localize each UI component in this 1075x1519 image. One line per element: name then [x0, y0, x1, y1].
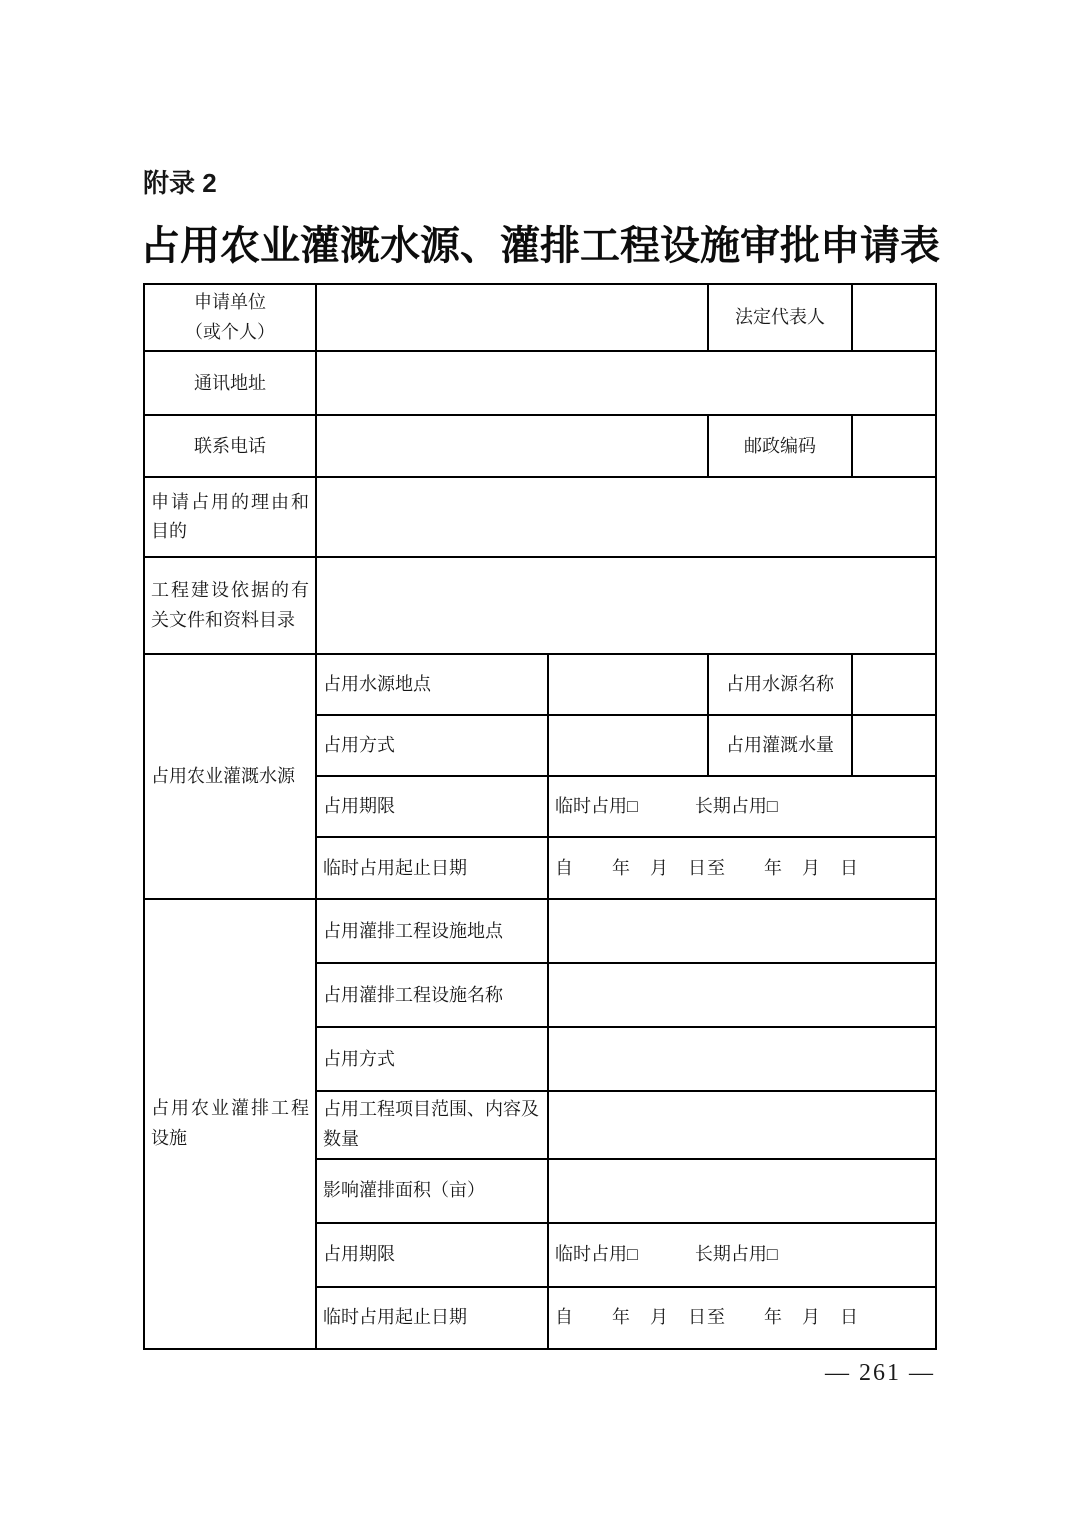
row-address: [144, 351, 936, 415]
page-title: 占用农业灌溉水源、灌排工程设施审批申请表: [140, 223, 940, 268]
water-temporary-checkbox[interactable]: 临时占用□: [555, 796, 638, 817]
reason-label: 申请占用的理由和目的: [144, 477, 316, 557]
row-water-location: [144, 654, 936, 715]
water-volume-label: 占用灌溉水量: [708, 715, 852, 776]
water-source-name-label: 占用水源名称: [708, 654, 852, 715]
section-irrigation-water-title: 占用农业灌溉水源: [144, 654, 316, 899]
applicant-label-line2: （或个人）: [185, 321, 275, 342]
legal-rep-input-cell[interactable]: [852, 284, 936, 351]
water-location-label: 占用水源地点: [316, 654, 548, 715]
facility-area-input-cell[interactable]: [548, 1159, 936, 1223]
postal-code-input-cell[interactable]: [852, 415, 936, 477]
facility-method-label: 占用方式: [316, 1027, 548, 1091]
address-label: 通讯地址: [144, 351, 316, 415]
facility-dates-label: 临时占用起止日期: [316, 1287, 548, 1349]
water-longterm-checkbox[interactable]: 长期占用□: [694, 796, 778, 817]
row-reason: [144, 477, 936, 557]
appendix-label: 附录 2: [143, 168, 217, 198]
page-number: — 261 —: [825, 1360, 935, 1386]
postal-code-label: 邮政编码: [708, 415, 852, 477]
applicant-label-line1: 申请单位: [194, 292, 266, 312]
row-facility-location: [144, 899, 936, 963]
water-method-label: 占用方式: [316, 715, 548, 776]
documents-input-cell[interactable]: [316, 557, 936, 654]
facility-method-input-cell[interactable]: [548, 1027, 936, 1091]
applicant-label: [144, 284, 316, 351]
water-period-options-cell: [548, 776, 936, 837]
water-dates-input-cell[interactable]: 自 年 月 日至 年 月 日: [548, 837, 936, 899]
water-source-name-input-cell[interactable]: [852, 654, 936, 715]
facility-area-label: 影响灌排面积（亩）: [316, 1159, 548, 1223]
reason-input-cell[interactable]: [316, 477, 936, 557]
row-documents: [144, 557, 936, 654]
legal-rep-label: 法定代表人: [708, 284, 852, 351]
facility-name-input-cell[interactable]: [548, 963, 936, 1027]
water-method-input-cell[interactable]: [548, 715, 708, 776]
section-drainage-facility-title: 占用农业灌排工程设施: [144, 899, 316, 1348]
facility-period-label: 占用期限: [316, 1223, 548, 1287]
phone-label: 联系电话: [144, 415, 316, 477]
row-phone: [144, 415, 936, 477]
address-input-cell[interactable]: [316, 351, 936, 415]
applicant-input-cell[interactable]: [316, 284, 708, 351]
water-location-input-cell[interactable]: [548, 654, 708, 715]
facility-temporary-checkbox[interactable]: 临时占用□: [555, 1243, 638, 1264]
water-period-label: 占用期限: [316, 776, 548, 837]
water-volume-input-cell[interactable]: [852, 715, 936, 776]
facility-scope-input-cell[interactable]: [548, 1091, 936, 1158]
application-form-table: [143, 283, 937, 1350]
facility-period-options-cell: [548, 1223, 936, 1287]
phone-input-cell[interactable]: [316, 415, 708, 477]
documents-label: 工程建设依据的有关文件和资料目录: [144, 557, 316, 654]
facility-location-label: 占用灌排工程设施地点: [316, 899, 548, 963]
facility-name-label: 占用灌排工程设施名称: [316, 963, 548, 1027]
row-applicant: [144, 284, 936, 351]
water-dates-label: 临时占用起止日期: [316, 837, 548, 899]
facility-longterm-checkbox[interactable]: 长期占用□: [694, 1243, 778, 1264]
facility-dates-input-cell[interactable]: 自 年 月 日至 年 月 日: [548, 1287, 936, 1349]
facility-location-input-cell[interactable]: [548, 899, 936, 963]
facility-scope-label: 占用工程项目范围、内容及数量: [316, 1091, 548, 1158]
